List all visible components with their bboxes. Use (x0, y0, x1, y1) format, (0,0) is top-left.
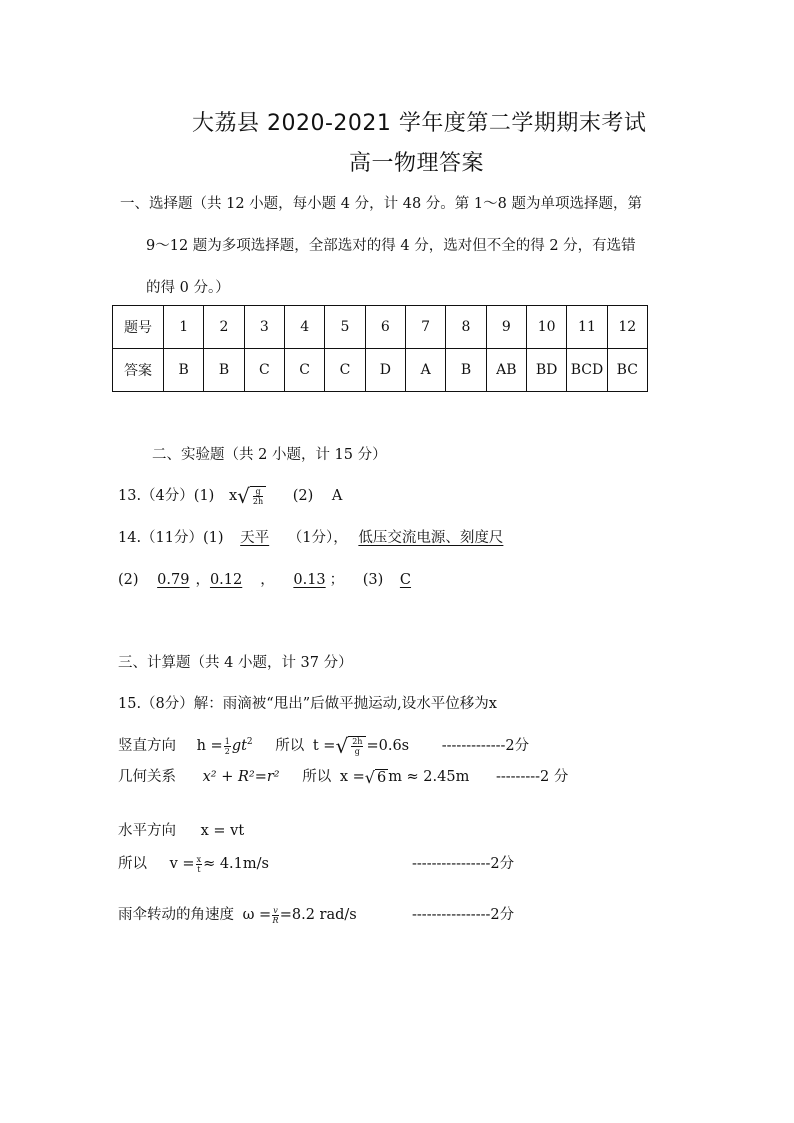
vertical-label: 竖直方向 (118, 738, 176, 754)
frac-num: 2h (352, 737, 363, 746)
vertical-half-fraction (224, 737, 231, 756)
omega-fraction (272, 906, 279, 925)
geometry-label: 几何关系 (118, 769, 176, 785)
q15-omega-line (118, 903, 357, 925)
table-cell: D (365, 349, 405, 392)
table-row-answers (113, 349, 648, 392)
omega-w-eq: ω = (242, 907, 272, 923)
table-row-numbers (113, 306, 648, 349)
frac-den: g (354, 747, 360, 756)
q15-vertical-line (118, 734, 529, 758)
frac-num: v (273, 905, 278, 915)
section1-line1: 一、选择题（共 12 小题，每小题 4 分，计 48 分。第 1～8 题为单项选择题，第 (120, 196, 642, 212)
frac-den: t (197, 864, 201, 874)
table-cell: BCD (567, 349, 607, 392)
geometry-eq: x² + R²=r² (202, 769, 280, 785)
vertical-sqrt (335, 734, 366, 758)
speed-v-eq: v = (169, 856, 195, 872)
q15-horizontal-line (118, 819, 244, 840)
frac-den: R (272, 915, 279, 925)
q14-answer1: 天平 (240, 530, 270, 546)
table-cell: C (284, 349, 324, 392)
table-cell: B (446, 349, 486, 392)
page-title: 大荔县 2020-2021 学年度第二学期期末考试 (192, 111, 647, 136)
vertical-square: 2 (246, 737, 253, 748)
speed-score: ----------------2分 (412, 856, 515, 872)
geometry-x-eq: x = (339, 769, 365, 785)
vertical-score: -------------2分 (441, 738, 530, 754)
vertical-sqrt-fraction (351, 737, 363, 756)
frac-num: g (253, 487, 263, 497)
sqrt-sign: √ (335, 734, 349, 758)
vertical-t-eq: t = (312, 738, 336, 754)
table-cell: 11 (567, 306, 607, 349)
q14-line2 (118, 568, 411, 589)
speed-label: 所以 (118, 856, 147, 872)
section1-line2: 9～12 题为多项选择题，全部选对的得 4 分，选对但不全的得 2 分，有选错 (146, 238, 636, 254)
geometry-result: m ≈ 2.45m (388, 769, 470, 785)
geometry-sqrt (365, 768, 388, 787)
table-cell: 7 (405, 306, 445, 349)
table-cell: 10 (526, 306, 566, 349)
q14-answer1b: 低压交流电源、刻度尺 (358, 530, 504, 546)
speed-fraction (196, 855, 203, 874)
q13-prefix: 13.（4分）(1) (118, 488, 215, 504)
table-cell: 9 (486, 306, 526, 349)
table-cell: BC (607, 349, 647, 392)
table-cell: A (405, 349, 445, 392)
table-cell: C (244, 349, 284, 392)
table-header-question: 题号 (113, 306, 164, 349)
q13-line (118, 484, 342, 508)
q14-part3: (3) (362, 572, 384, 588)
page-subtitle: 高一物理答案 (349, 151, 485, 176)
table-cell: 3 (244, 306, 284, 349)
q14-sep2: ， (260, 572, 275, 588)
vertical-gt: gt (231, 738, 247, 754)
table-cell: 5 (325, 306, 365, 349)
vertical-so: 所以 (275, 738, 305, 754)
q13-sqrt (237, 484, 266, 508)
sqrt-sign: √ (237, 484, 250, 508)
frac-den: 2h (252, 497, 264, 506)
q13-x: x (228, 488, 238, 504)
q13-answer2: A (331, 488, 343, 504)
q14-value3: 0.13 (293, 572, 326, 588)
vertical-h-eq: h = (196, 738, 223, 754)
q14-part2: (2) (118, 572, 139, 588)
table-cell: AB (486, 349, 526, 392)
table-cell: C (325, 349, 365, 392)
table-header-answer: 答案 (113, 349, 164, 392)
omega-score: ----------------2分 (412, 907, 515, 923)
horizontal-label: 水平方向 (118, 823, 176, 839)
table-cell: B (164, 349, 204, 392)
frac-num: x (196, 854, 202, 864)
q14-sep1: ， (195, 572, 210, 588)
q13-part2: (2) (292, 488, 314, 504)
q14-score1: （1分）， (287, 530, 348, 546)
q15-geometry-line (118, 765, 568, 787)
horizontal-eq: x = vt (200, 823, 245, 839)
q14-value2: 0.12 (209, 572, 243, 588)
q14-line1 (118, 526, 503, 547)
q13-fraction (253, 487, 263, 506)
section3-heading: 三、计算题（共 4 小题，计 37 分） (118, 655, 353, 671)
table-cell: 2 (204, 306, 244, 349)
omega-result: =8.2 rad/s (279, 907, 357, 923)
section1-line3: 的得 0 分。） (146, 280, 230, 296)
table-cell: 6 (365, 306, 405, 349)
answer-table (112, 305, 648, 392)
table-cell: B (204, 349, 244, 392)
table-cell: 8 (446, 306, 486, 349)
table-cell: 1 (164, 306, 204, 349)
q14-prefix: 14.（11分）(1) (118, 530, 224, 546)
geometry-score: ---------2 分 (495, 769, 569, 785)
frac-num: 1 (224, 736, 230, 746)
q15-speed-line (118, 852, 269, 874)
frac-den: 2 (224, 746, 230, 756)
q15-intro: 15.（8分）解：雨滴被“甩出”后做平抛运动,设水平位移为x (118, 696, 497, 712)
vertical-result: =0.6s (366, 738, 410, 754)
sqrt-sign: √ (364, 767, 375, 787)
q14-value1: 0.79 (157, 572, 190, 588)
table-cell: 4 (284, 306, 324, 349)
table-cell: BD (526, 349, 566, 392)
q14-sep3: ； (329, 572, 345, 588)
omega-label: 雨伞转动的角速度 (118, 907, 234, 923)
table-cell: 12 (607, 306, 647, 349)
section2-heading: 二、实验题（共 2 小题，计 15 分） (152, 447, 387, 463)
q14-value4: C (399, 572, 412, 588)
speed-result: ≈ 4.1m/s (203, 856, 269, 872)
geometry-sqrt-body: 6 (376, 769, 387, 786)
geometry-so: 所以 (302, 769, 332, 785)
